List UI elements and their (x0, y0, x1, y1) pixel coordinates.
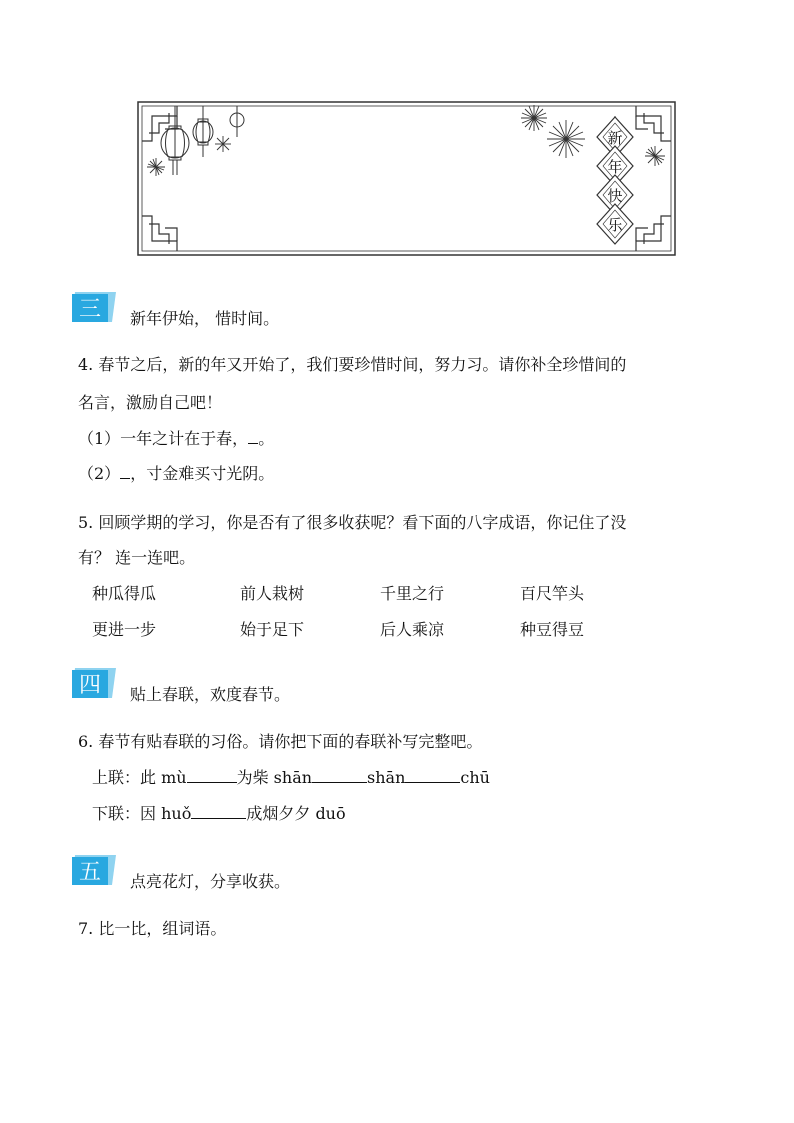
banner-char-3: 快 (607, 187, 623, 205)
section-badge-5-label: 五 (78, 860, 102, 885)
blank-shan-1[interactable] (312, 767, 367, 783)
idiom-row1-1[interactable]: 种瓜得瓜 (92, 584, 157, 603)
idiom-row1-4[interactable]: 百尺竿头 (520, 584, 585, 603)
q5-line2: 有？ 连一连吧。 (78, 548, 196, 567)
q4-item2 (78, 463, 274, 485)
blank-huo[interactable] (191, 803, 246, 819)
pinyin-chu: chū (460, 768, 490, 787)
couplet-lower-label: 下联：因 (92, 804, 162, 823)
q4-item1-blank[interactable] (248, 428, 258, 444)
pinyin-huo: huǒ (161, 804, 192, 823)
pinyin-mu: mù (161, 768, 187, 787)
idiom-row2-4[interactable]: 种豆得豆 (520, 620, 585, 639)
q4-item2-blank[interactable] (120, 463, 130, 479)
section-title-3: 新年伊始， 惜时间。 (130, 309, 280, 328)
q4-item1-end: 。 (258, 429, 275, 448)
banner-char-4: 乐 (607, 216, 623, 234)
blank-mu[interactable] (187, 767, 237, 783)
idiom-row1-2[interactable]: 前人栽树 (240, 584, 305, 603)
idiom-row2-1[interactable]: 更进一步 (92, 620, 157, 639)
q4-line1: 4. 春节之后，新的年又开始了，我们要珍惜时间，努力习。请你补全珍惜间的 (78, 355, 627, 374)
new-year-banner (137, 101, 676, 256)
pinyin-duo: duō (315, 804, 346, 823)
couplet-lower (92, 803, 346, 825)
section-title-5: 点亮花灯，分享收获。 (130, 872, 291, 891)
q5-line1: 5. 回顾学期的学习，你是否有了很多收获呢？看下面的八字成语，你记住了没 (78, 513, 627, 532)
section-title-4: 贴上春联，欢度春节。 (130, 685, 291, 704)
banner-char-2: 年 (607, 158, 623, 176)
section-badge-5 (72, 853, 116, 887)
section-badge-4 (72, 666, 116, 700)
q4-item2-end: ，寸金难买寸光阴。 (130, 464, 275, 483)
couplet-upper-text2: 为柴 (236, 768, 274, 787)
pinyin-shan-1: shān (273, 768, 313, 787)
couplet-upper-label: 上联：此 (92, 768, 162, 787)
couplet-upper (92, 767, 490, 789)
blank-shan-2[interactable] (405, 767, 460, 783)
q4-item1-text: （1）一年之计在于春， (78, 429, 249, 448)
q4-item2-text: （2） (78, 464, 121, 483)
idiom-row1-3[interactable]: 千里之行 (380, 584, 445, 603)
idiom-row2-2[interactable]: 始于足下 (240, 620, 305, 639)
q7-line1: 7. 比一比，组词语。 (78, 919, 227, 938)
q4-line2: 名言，激励自己吧！ (78, 393, 223, 412)
q6-line1: 6. 春节有贴春联的习俗。请你把下面的春联补写完整吧。 (78, 732, 483, 751)
section-badge-3-label: 三 (78, 297, 102, 322)
banner-char-1: 新 (607, 129, 623, 147)
q4-item1 (78, 428, 274, 450)
idiom-row2-3[interactable]: 后人乘凉 (380, 620, 445, 639)
pinyin-shan-2: shān (367, 768, 406, 787)
couplet-lower-text2: 成烟夕夕 (246, 804, 316, 823)
section-badge-3 (72, 290, 116, 324)
section-badge-4-label: 四 (78, 673, 102, 698)
